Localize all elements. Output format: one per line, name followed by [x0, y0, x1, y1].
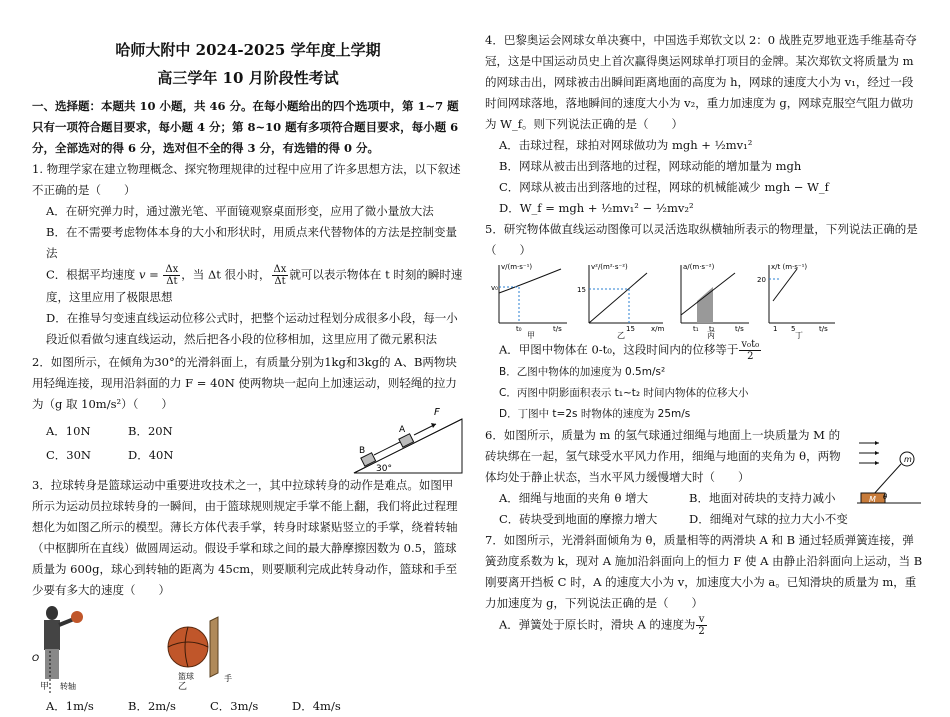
q3-caption-jia: 甲	[40, 682, 50, 692]
svg-text:θ: θ	[883, 493, 888, 501]
q6-option-d: D．细绳对气球的拉力大小不变	[689, 512, 848, 526]
q7-stem: 7．如图所示，光滑斜面倾角为 θ，质量相等的两滑块 A 和 B 通过轻质弹簧连接，弹簧劲度系数为 k，现对 A 施加沿斜面向上的恒力 F 使 A 由静止沿斜面向上运动，当 B 刚要离开挡板 C 时，A 的速度大小为 v，加速度大小为 a。已知滑块的质量为 m，重力加速度为 g，下列说法正确的是（ ）	[485, 533, 923, 610]
q1-option-c-part3: 就可以表示物体在 t 时刻的瞬时速度，这里应用了极限思想	[46, 267, 463, 304]
q2-block-a	[399, 434, 414, 447]
q3-option-b: B．2m/s	[128, 699, 176, 713]
q3-caption-yi: 乙	[178, 682, 188, 692]
svg-text:t/s: t/s	[735, 325, 744, 333]
q5-graph-yi	[577, 261, 667, 339]
q4-option-c: C．网球从被击出到落地的过程，网球的机械能减少 mgh − W_f	[499, 180, 829, 194]
svg-text:t₀: t₀	[516, 325, 522, 333]
q3-label-o: O	[32, 654, 40, 664]
q4-option-b: B．网球从被击出到落地的过程，网球动能的增加量为 mgh	[499, 159, 802, 173]
svg-text:x/t (m·s⁻¹): x/t (m·s⁻¹)	[771, 263, 808, 271]
q6-option-a: A．细绳与地面的夹角 θ 增大	[499, 491, 649, 505]
q6-option-c: C．砖块受到地面的摩擦力增大	[499, 512, 658, 526]
q4-option-d: D．W_f = mgh + ½mv₁² − ½mv₂²	[499, 201, 694, 215]
svg-text:v²/(m²·s⁻²): v²/(m²·s⁻²)	[591, 263, 628, 271]
q7-fraction: $\frac{v}{2}$	[698, 614, 705, 637]
q6-balloon-figure	[857, 427, 921, 511]
svg-text:a/(m·s⁻²): a/(m·s⁻²)	[683, 263, 715, 271]
svg-text:M: M	[869, 495, 876, 504]
q5-graphs	[485, 261, 923, 339]
svg-text:丁: 丁	[795, 331, 803, 339]
q2-label-a: A	[399, 425, 406, 435]
svg-text:15: 15	[577, 286, 586, 294]
exam-title-line1: 哈师大附中 2024-2025 学年度上学期	[115, 41, 381, 59]
q2-label-f: F	[434, 407, 440, 418]
q3-option-c: C．3m/s	[210, 699, 259, 713]
q1-stem: 1. 物理学家在建立物理概念、探究物理规律的过程中应用了许多思想方法，以下叙述不正确的是（ ）	[32, 162, 461, 197]
q5-option-c: C．丙图中阴影面积表示 t₁~t₂ 时间内物体的位移大小	[499, 387, 749, 399]
q6-stem: 6．如图所示，质量为 m 的氢气球通过细绳与地面上一块质量为 M 的砖块绑在一起，氢气球受水平风力作用，细绳与地面的夹角为 θ，两物体均处于静止状态，当水平风力缓慢增大时（ ）	[485, 428, 841, 484]
q2-label-angle: 30°	[376, 464, 392, 474]
q3-label-ball: 篮球	[178, 672, 194, 681]
q2-option-b: B．20N	[128, 424, 173, 438]
q2-option-c: C．30N	[46, 448, 91, 462]
svg-text:t/s: t/s	[553, 325, 562, 333]
svg-text:丙: 丙	[707, 331, 715, 339]
q2-incline-figure	[350, 401, 470, 479]
svg-text:m: m	[904, 455, 912, 464]
q1-option-b: B．在不需要考虑物体本身的大小和形状时，用质点来代替物体的方法是控制变量法	[46, 225, 457, 260]
svg-text:15: 15	[626, 325, 635, 333]
q2-option-d: D．40N	[128, 448, 174, 462]
q1-fraction-dx-dt: $\frac{\Delta x}{\Delta t}$	[165, 264, 179, 287]
svg-text:甲: 甲	[527, 331, 535, 339]
svg-text:v/(m·s⁻¹): v/(m·s⁻¹)	[501, 263, 533, 271]
q1-option-c-part2: ，当 Δt 很小时，	[181, 267, 271, 282]
exam-title-line2: 高三学年 10 月阶段性考试	[157, 69, 339, 87]
q5-graph-jia	[491, 261, 571, 339]
q1-option-c-part1: C．根据平均速度	[46, 267, 136, 282]
q5-stem: 5．研究物体做直线运动图像可以灵活选取纵横轴所表示的物理量，下列说法正确的是（ ）	[485, 222, 918, 257]
svg-text:5: 5	[791, 325, 796, 333]
q3-hand-plate	[210, 617, 218, 677]
section1-instructions: 一、选择题：本题共 10 小题，共 46 分。在每小题给出的四个选项中，第 1~7 题只有一项符合题目要求，每小题 4 分；第 8~10 题有多项符合题目要求，每小题 6 分，全部选对的得 6 分，选对但不全的得 3 分，有选错的得 0 分。	[32, 99, 459, 155]
q3-basketball	[168, 627, 208, 667]
q1-fraction-dx-dt-2: $\frac{\Delta x}{\Delta t}$	[273, 264, 287, 287]
q3-figure-yi	[140, 601, 250, 696]
svg-text:t₂: t₂	[709, 325, 715, 333]
svg-text:乙: 乙	[617, 331, 625, 339]
right-column	[485, 30, 923, 637]
q2-label-b: B	[359, 446, 366, 456]
q1-option-c: C．根据平均速度 v = $\frac{\Delta x}{\Delta t}$ ，当 Δt 很小时， $\frac{\Delta x}{\Delta t}$ 就可以表示物体在 t 时刻的瞬时速度，这里应用了极限思想	[46, 264, 463, 304]
q2-stem: 2．如图所示，在倾角为30°的光滑斜面上，有质量分别为1kg和3kg的 A、B两物块用轻绳连接，现用沿斜面的力 F = 40N 使两物块一起向上加速运动，则轻绳的拉力为（g 取 10m/s²）（ ）	[32, 355, 457, 411]
q5-option-b: B．乙图中物体的加速度为 0.5m/s²	[499, 366, 666, 378]
q2-options-area	[32, 407, 464, 475]
q3-option-d: D．4m/s	[292, 699, 341, 713]
q1-option-a: A．在研究弹力时，通过激光笔、平面镜观察桌面形变，应用了微小量放大法	[46, 204, 434, 218]
q6-option-b: B．地面对砖块的支持力减小	[689, 491, 836, 505]
q1-option-d: D．在推导匀变速直线运动位移公式时，把整个运动过程划分成很多小段，每一小段近似看做匀速直线运动，然后把各小段的位移相加，这里应用了微元累积法	[46, 311, 458, 346]
q3-stem: 3．拉球转身是篮球运动中重要进攻技术之一，其中拉球转身的动作是难点。如图甲所示为运动员拉球转身的一瞬间，由于篮球规则规定手掌不能上翻，我们将此过程理想化为如图乙所示的模型。薄长方体代表手掌，转身时球紧贴竖立的手掌，绕着转轴（中枢脚所在直线）做圆周运动。假设手掌和球之间的最大静摩擦因数为 0.5，篮球质量为 600g，球心到转轴的距离为 45cm，则要顺利完成此转身动作，篮球和手至少要有多大的速度（ ）	[32, 478, 458, 597]
svg-text:t₁: t₁	[693, 325, 699, 333]
q6-block	[485, 425, 923, 530]
svg-text:x/m: x/m	[651, 325, 665, 333]
q5-graph-bing	[673, 261, 753, 339]
q3-figure-area	[32, 601, 464, 696]
svg-text:t/s: t/s	[819, 325, 828, 333]
q5-fraction: $\frac{\text{v₀t₀}}{2}$	[741, 339, 760, 362]
q3-options	[32, 696, 464, 717]
q4-option-a: A．击球过程，球拍对网球做功为 mgh + ½mv₁²	[499, 138, 753, 152]
q3-label-axis: 转轴	[60, 682, 76, 691]
q5-option-d: D．丁图中 t=2s 时物体的速度为 25m/s	[499, 408, 691, 420]
q4-stem: 4．巴黎奥运会网球女单决赛中，中国选手郑钦文以 2：0 战胜克罗地亚选手维基奇夺冠，这是中国运动员史上首次赢得奥运网球单打项目的金牌。某次郑钦文将质量为 m 的网球击出，网球被击出瞬间距离地面的高度为 h，网球的速度大小为 v₁，经过一段时间网球落地，落地瞬间的速度大小为 v₂，重力加速度为 g，网球克服空气阻力做功为 W_f。则下列说法正确的是（ ）	[485, 33, 917, 131]
left-column	[32, 30, 464, 717]
q7-option-a: A．弹簧处于原长时，滑块 A 的速度为 $\frac{v}{2}$	[499, 614, 705, 637]
q5-option-a: A．甲图中物体在 0-t₀，这段时间内的位移等于 $\frac{\text{v₀t₀}}{2}$	[499, 339, 760, 362]
svg-text:v₀: v₀	[491, 284, 498, 292]
svg-text:20: 20	[757, 276, 766, 284]
q5-graph-ding	[757, 261, 837, 339]
q3-option-a: A．1m/s	[46, 699, 94, 713]
q3-label-hand: 手	[224, 674, 232, 683]
q2-option-a: A．10N	[46, 424, 91, 438]
svg-text:1: 1	[773, 325, 778, 333]
